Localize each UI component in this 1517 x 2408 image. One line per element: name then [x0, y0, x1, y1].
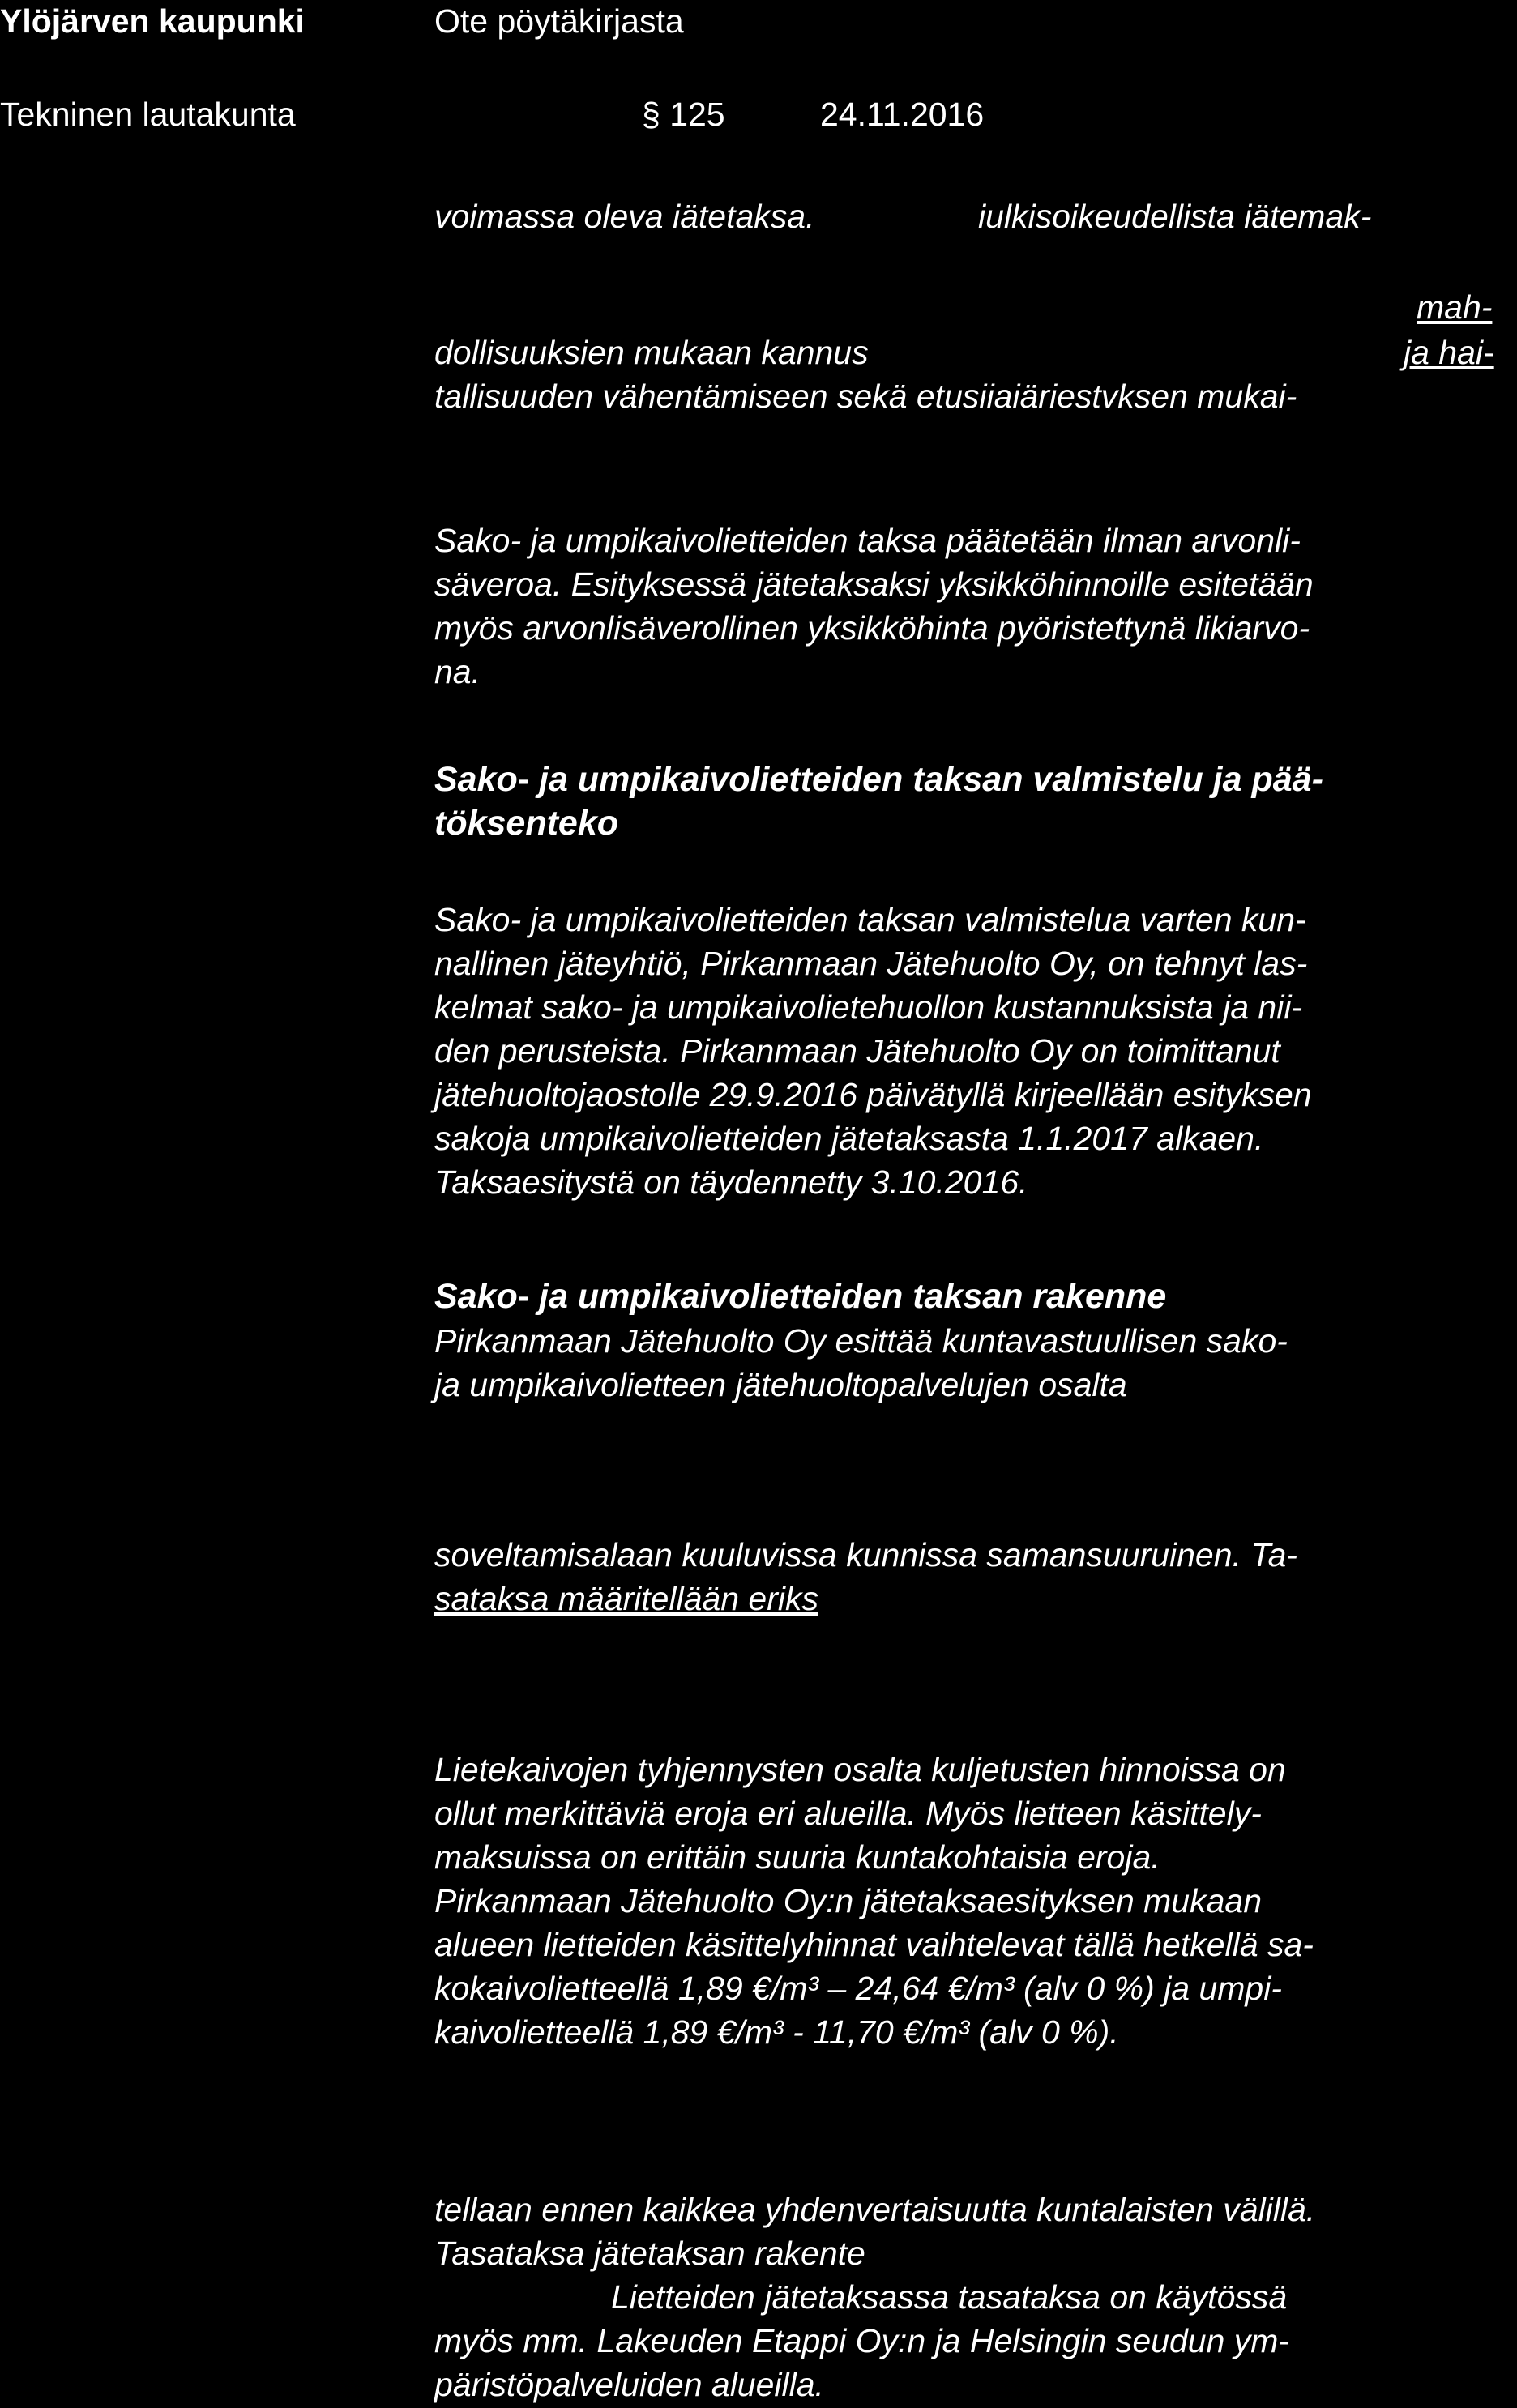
text-line: päristöpalveluiden alueilla.: [434, 2366, 824, 2403]
paragraph-vat: [434, 519, 1512, 694]
text-line: maksuissa on erittäin suuria kuntakohtaisia eroja.: [434, 1838, 1160, 1876]
text-line: Sako- ja umpikaivolietteiden taksa päätetään ilman arvonli-: [434, 522, 1301, 559]
paragraph-flat-tariff: [434, 1533, 1512, 1620]
heading-line: Sako- ja umpikaivolietteiden taksan valmistelu ja pää-: [434, 760, 1323, 799]
meeting-date: 24.11.2016: [820, 96, 985, 133]
organization-name: Ylöjärven kaupunki: [0, 2, 305, 40]
text-line: den perusteista. Pirkanmaan Jätehuolto Oy on toimittanut: [434, 1032, 1280, 1070]
heading-line: Sako- ja umpikaivolietteiden taksan rakenne: [434, 1277, 1167, 1316]
text-line: alueen lietteiden käsittelyhinnat vaihtelevat tällä hetkellä sa-: [434, 1926, 1314, 1963]
text-line: kelmat sako- ja umpikaivolietehuollon kustannuksista ja nii-: [434, 988, 1303, 1026]
text-line: kokaivolietteellä 1,89 €/m³ – 24,64 €/m³ (alv 0 %) ja umpi-: [434, 1970, 1282, 2007]
text-line: ja umpikaivolietteen jätehuoltopalvelujen osalta: [434, 1366, 1127, 1403]
text-line: kaivolietteellä 1,89 €/m³ - 11,70 €/m³ (alv 0 %).: [434, 2013, 1119, 2051]
fragment-line: tallisuuden vähentämiseen sekä etusiiaiäriestvksen mukai-: [434, 378, 1297, 415]
text-line: Pirkanmaan Jätehuolto Oy:n jätetaksaesityksen mukaan: [434, 1882, 1262, 1919]
text-line: tellaan ennen kaikkea yhdenvertaisuutta kuntalaisten välillä.: [434, 2191, 1316, 2228]
text-line: na.: [434, 653, 481, 690]
fragment-line: ja hai-: [1404, 334, 1494, 371]
heading-line: töksenteko: [434, 804, 619, 843]
fragment-line: iulkisoikeudellista iätemak-: [978, 198, 1372, 235]
text-line: jätehuoltojaostolle 29.9.2016 päivätyllä kirjeellään esityksen: [434, 1076, 1312, 1113]
text-line: ollut merkittäviä eroja eri alueilla. Myös lietteen käsittely-: [434, 1795, 1262, 1832]
text-line: Sako- ja umpikaivolietteiden taksan valmistelua varten kun-: [434, 901, 1306, 938]
text-line: Pirkanmaan Jätehuolto Oy esittää kuntavastuullisen sako-: [434, 1322, 1288, 1360]
fragment-line: voimassa oleva iätetaksa.: [434, 198, 815, 235]
paragraph-preparation: [434, 898, 1512, 1204]
fragment-line: dollisuuksien mukaan kannus: [434, 334, 869, 371]
text-line: Lietekaivojen tyhjennysten osalta kuljetusten hinnoissa on: [434, 1751, 1286, 1788]
text-line: soveltamisalaan kuuluvissa kunnissa samansuuruinen. Ta-: [434, 1536, 1298, 1573]
heading-structure: [434, 1274, 1166, 1318]
paragraph-structure: [434, 1319, 1512, 1407]
paragraph-equality: [434, 2188, 1512, 2275]
text-line: nallinen jäteyhtiö, Pirkanmaan Jätehuolto Oy, on tehnyt las-: [434, 945, 1308, 982]
text-line: sataksa määritellään eriks: [434, 1580, 818, 1617]
text-line: sakoja umpikaivolietteiden jätetaksasta 1.1.2017 alkaen.: [434, 1120, 1264, 1157]
text-line: Taksaesitystä on täydennetty 3.10.2016.: [434, 1163, 1028, 1201]
text-line: Tasataksa jätetaksan rakente: [434, 2235, 865, 2272]
paragraph-other-regions: [434, 2275, 1512, 2406]
section-number: § 125: [642, 96, 725, 133]
paragraph-sludge-prices: [434, 1748, 1512, 2054]
committee-name: Tekninen lautakunta: [0, 96, 296, 133]
document-type: Ote pöytäkirjasta: [434, 2, 684, 40]
text-line: myös arvonlisäverollinen yksikköhinta pyöristettynä likiarvo-: [434, 609, 1310, 647]
heading-preparation: [434, 758, 1323, 845]
text-line: säveroa. Esityksessä jätetaksaksi yksikköhinnoille esitetään: [434, 566, 1314, 603]
fragment-line: mah-: [1417, 288, 1493, 326]
text-line: Lietteiden jätetaksassa tasataksa on käytössä: [611, 2278, 1288, 2316]
text-line: myös mm. Lakeuden Etappi Oy:n ja Helsingin seudun ym-: [434, 2322, 1290, 2359]
